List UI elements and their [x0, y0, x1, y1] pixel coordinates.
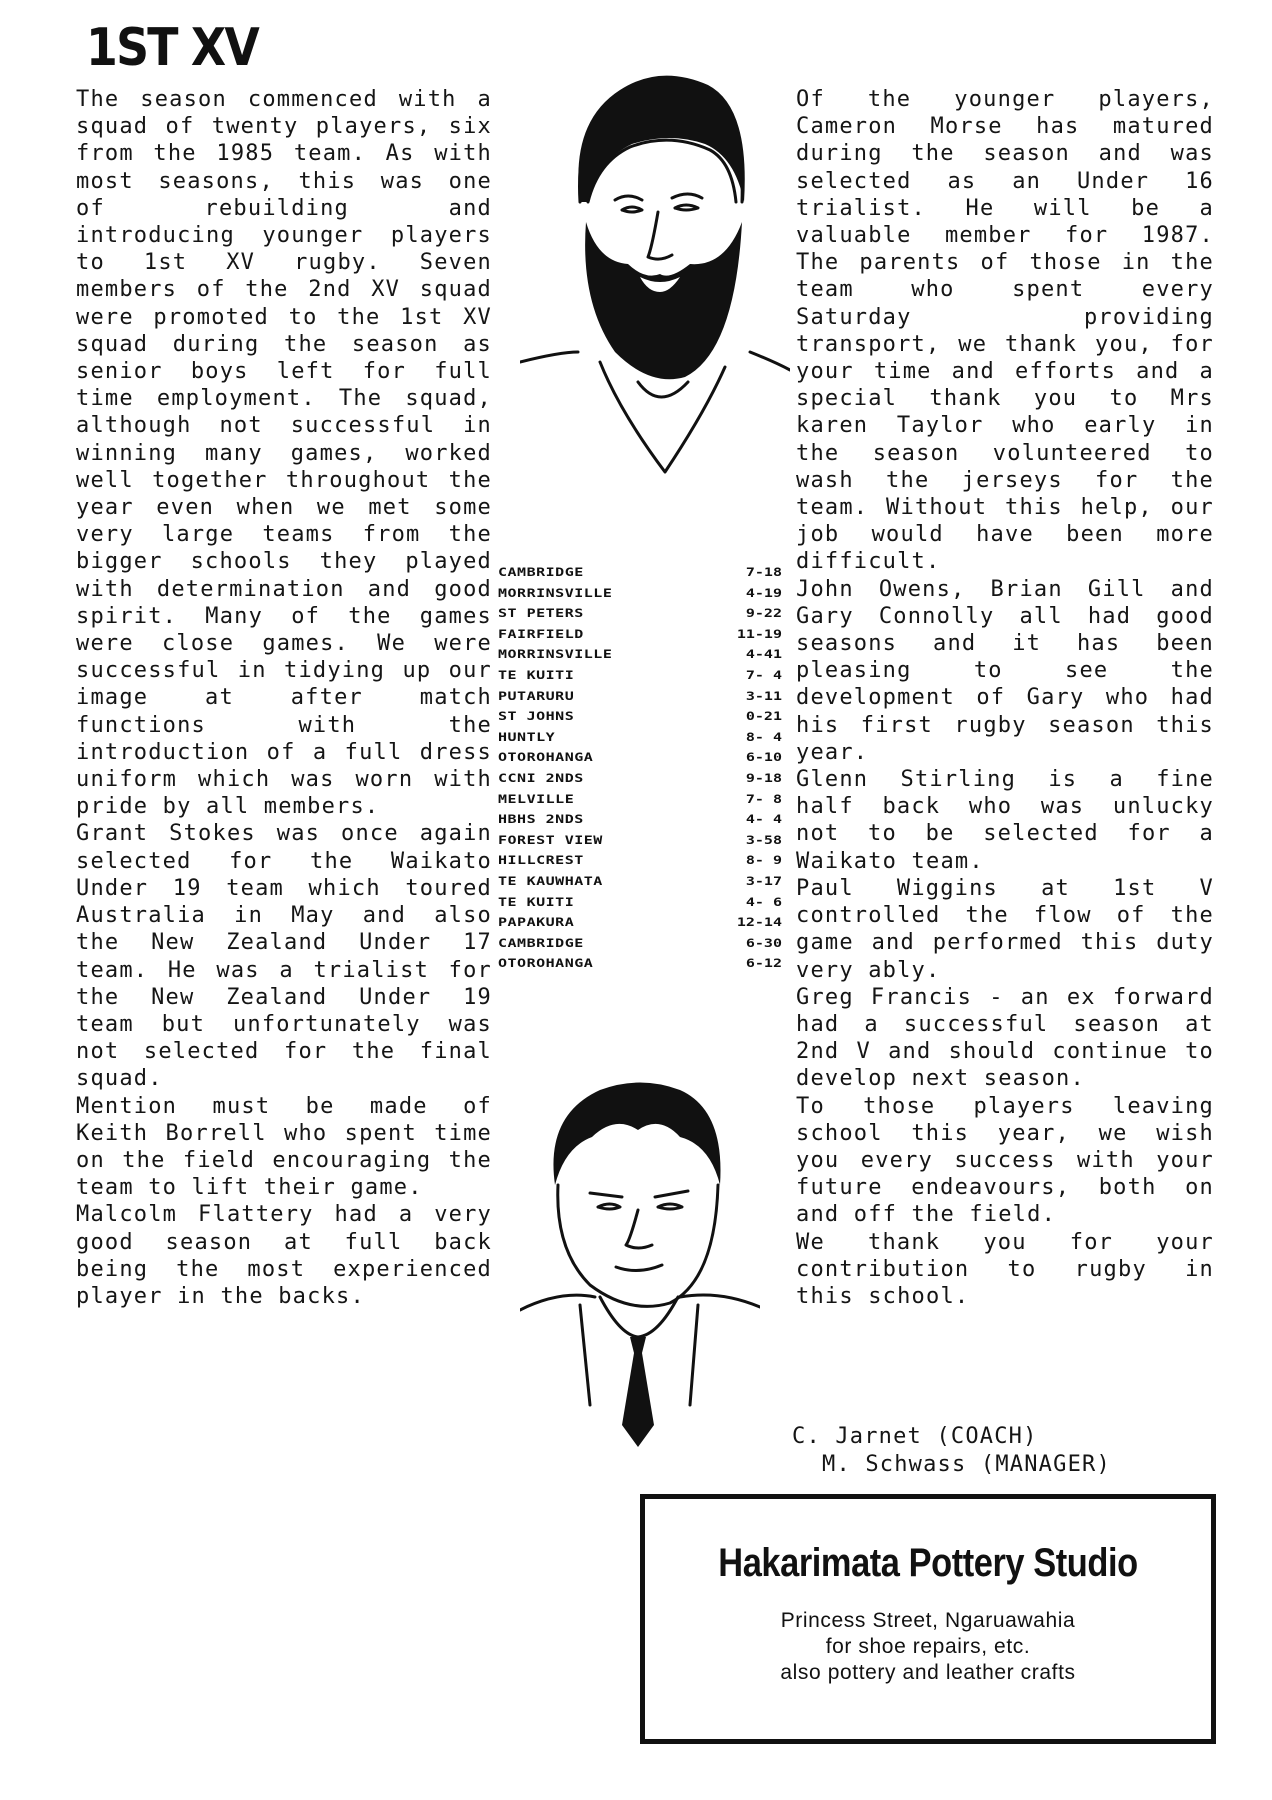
result-team: PAPAKURA — [498, 915, 575, 929]
result-team: MELVILLE — [498, 791, 575, 806]
paragraph-keith-borrell: Mention must be made of Keith Borrell who spent time on the field encouraging the team to lift their game. — [76, 1093, 492, 1201]
result-score: 9-18 — [745, 771, 782, 785]
paragraph-leaving-players: To those players leaving school this year, we wish you every success with your future endeavours, both on and off the field. — [796, 1093, 1214, 1228]
coach-signoff: C. Jarnet (COACH) — [792, 1424, 1038, 1449]
manager-signoff: M. Schwass (MANAGER) — [822, 1452, 1111, 1477]
result-row — [498, 933, 782, 954]
paragraph-season-intro: The season commenced with a squad of twenty players, six from the 1985 team. As with most seasons, this was one of rebuilding and introducing younger players to 1st XV rugby. Seven members of the 2nd XV squad were promoted to the 1st XV squad during the season as senior boys left for full time employment. The squad, although not successful in winning many games, worked well together throughout the year even when we met some very large teams from the bigger schools they played with determination and good spirit. Many of the games were close games. We were successful in tidying up our image at after match functions with the introduction of a full dress uniform which was worn with pride by all members. — [76, 87, 492, 820]
result-team: PUTARURU — [498, 688, 575, 703]
result-score: 0-21 — [745, 709, 782, 723]
result-row — [498, 706, 782, 727]
result-score: 9-22 — [745, 606, 782, 621]
result-score: 7-18 — [745, 565, 782, 579]
result-score: 7- 4 — [745, 668, 782, 682]
result-row — [498, 850, 782, 871]
result-team: OTOROHANGA — [498, 750, 594, 765]
result-row — [498, 953, 782, 974]
result-row — [498, 686, 782, 707]
result-team: ST PETERS — [498, 606, 584, 621]
match-results-list — [498, 562, 782, 974]
result-team: ST JOHNS — [498, 709, 575, 723]
result-team: TE KUITI — [498, 894, 575, 909]
result-team: FOREST VIEW — [498, 833, 603, 847]
result-row — [498, 727, 782, 748]
advert-address: Princess Street, Ngaruawahia — [780, 1609, 1076, 1632]
page-title: 1ST XV — [86, 18, 259, 78]
man-with-tie-portrait-illustration — [520, 1075, 760, 1450]
left-article-column — [76, 86, 492, 1310]
result-score: 4-41 — [745, 647, 782, 662]
result-score: 4- 6 — [745, 894, 782, 909]
result-row — [498, 768, 782, 789]
result-score: 7- 8 — [745, 791, 782, 806]
result-score: 12-14 — [736, 915, 782, 929]
result-score: 6-30 — [745, 936, 782, 950]
result-score: 4-19 — [745, 585, 782, 600]
result-team: CCNI 2NDS — [498, 771, 584, 785]
result-team: CAMBRIDGE — [498, 565, 584, 579]
result-score: 3-17 — [745, 874, 782, 888]
paragraph-glenn-stirling: Glenn Stirling is a fine half back who was unlucky not to be selected for a Waikato team. — [796, 767, 1214, 874]
result-row — [498, 912, 782, 933]
result-row — [498, 665, 782, 686]
result-score: 4- 4 — [745, 812, 782, 826]
result-row — [498, 624, 782, 645]
pottery-studio-advert — [640, 1494, 1216, 1744]
result-team: TE KAUWHATA — [498, 874, 603, 888]
result-row — [498, 830, 782, 851]
result-team: OTOROHANGA — [498, 956, 594, 971]
bearded-man-portrait-illustration — [520, 52, 790, 482]
advert-crafts: also pottery and leather crafts — [780, 1661, 1076, 1684]
result-team: MORRINSVILLE — [498, 647, 613, 662]
result-score: 3-58 — [745, 833, 782, 847]
paragraph-thanks: We thank you for your contribution to rugby in this school. — [796, 1229, 1214, 1309]
result-team: FAIRFIELD — [498, 627, 584, 641]
result-score: 8- 9 — [745, 853, 782, 868]
paragraph-grant-stokes: Grant Stokes was once again selected for the Waikato Under 19 team which toured Australia in May and also the New Zealand Under 17 team. He was a trialist for the New Zealand Under 19 team but unfortunately was not selected for the final squad. — [76, 821, 492, 1092]
result-row — [498, 603, 782, 624]
result-row — [498, 789, 782, 810]
paragraph-malcolm-flattery: Malcolm Flattery had a very good season at full back being the most experienced player in the backs. — [76, 1202, 492, 1309]
result-score: 8- 4 — [745, 730, 782, 744]
result-row — [498, 892, 782, 913]
result-team: CAMBRIDGE — [498, 936, 584, 950]
paragraph-owens-gill-connolly: John Owens, Brian Gill and Gary Connolly all had good seasons and it has been pleasing to see the development of Gary who had his first rugby season this year. — [796, 576, 1214, 765]
result-row — [498, 562, 782, 583]
right-article-column — [796, 86, 1214, 1310]
advert-services: for shoe repairs, etc. — [825, 1635, 1031, 1658]
paragraph-paul-wiggins: Paul Wiggins at 1st V controlled the flow of the game and performed this duty very ably. — [796, 875, 1214, 983]
result-score: 6-10 — [745, 750, 782, 765]
result-score: 6-12 — [745, 956, 782, 971]
result-row — [498, 644, 782, 665]
paragraph-greg-francis: Greg Francis - an ex forward had a successful season at 2nd V and should continue to develop next season. — [796, 984, 1214, 1092]
result-row — [498, 583, 782, 604]
result-row — [498, 871, 782, 892]
result-row — [498, 809, 782, 830]
result-row — [498, 747, 782, 768]
advert-business-name: Hakarimata Pottery Studio — [718, 1541, 1138, 1585]
result-team: MORRINSVILLE — [498, 585, 613, 600]
result-team: TE KUITI — [498, 668, 575, 682]
paragraph-younger-players: Of the younger players, Cameron Morse has matured during the season and was selected as an Under 16 trialist. He will be a valuable member for 1987. The parents of those in the team who spent every Saturday providing transport, we thank you, for your time and efforts and a special thank you to Mrs karen Taylor who early in the season volunteered to wash the jerseys for the team. Without this help, our job would have been more difficult. — [796, 87, 1214, 575]
result-score: 11-19 — [736, 627, 782, 641]
result-team: HILLCREST — [498, 853, 584, 868]
result-score: 3-11 — [745, 688, 782, 703]
result-team: HUNTLY — [498, 730, 556, 744]
result-team: HBHS 2NDS — [498, 812, 584, 826]
